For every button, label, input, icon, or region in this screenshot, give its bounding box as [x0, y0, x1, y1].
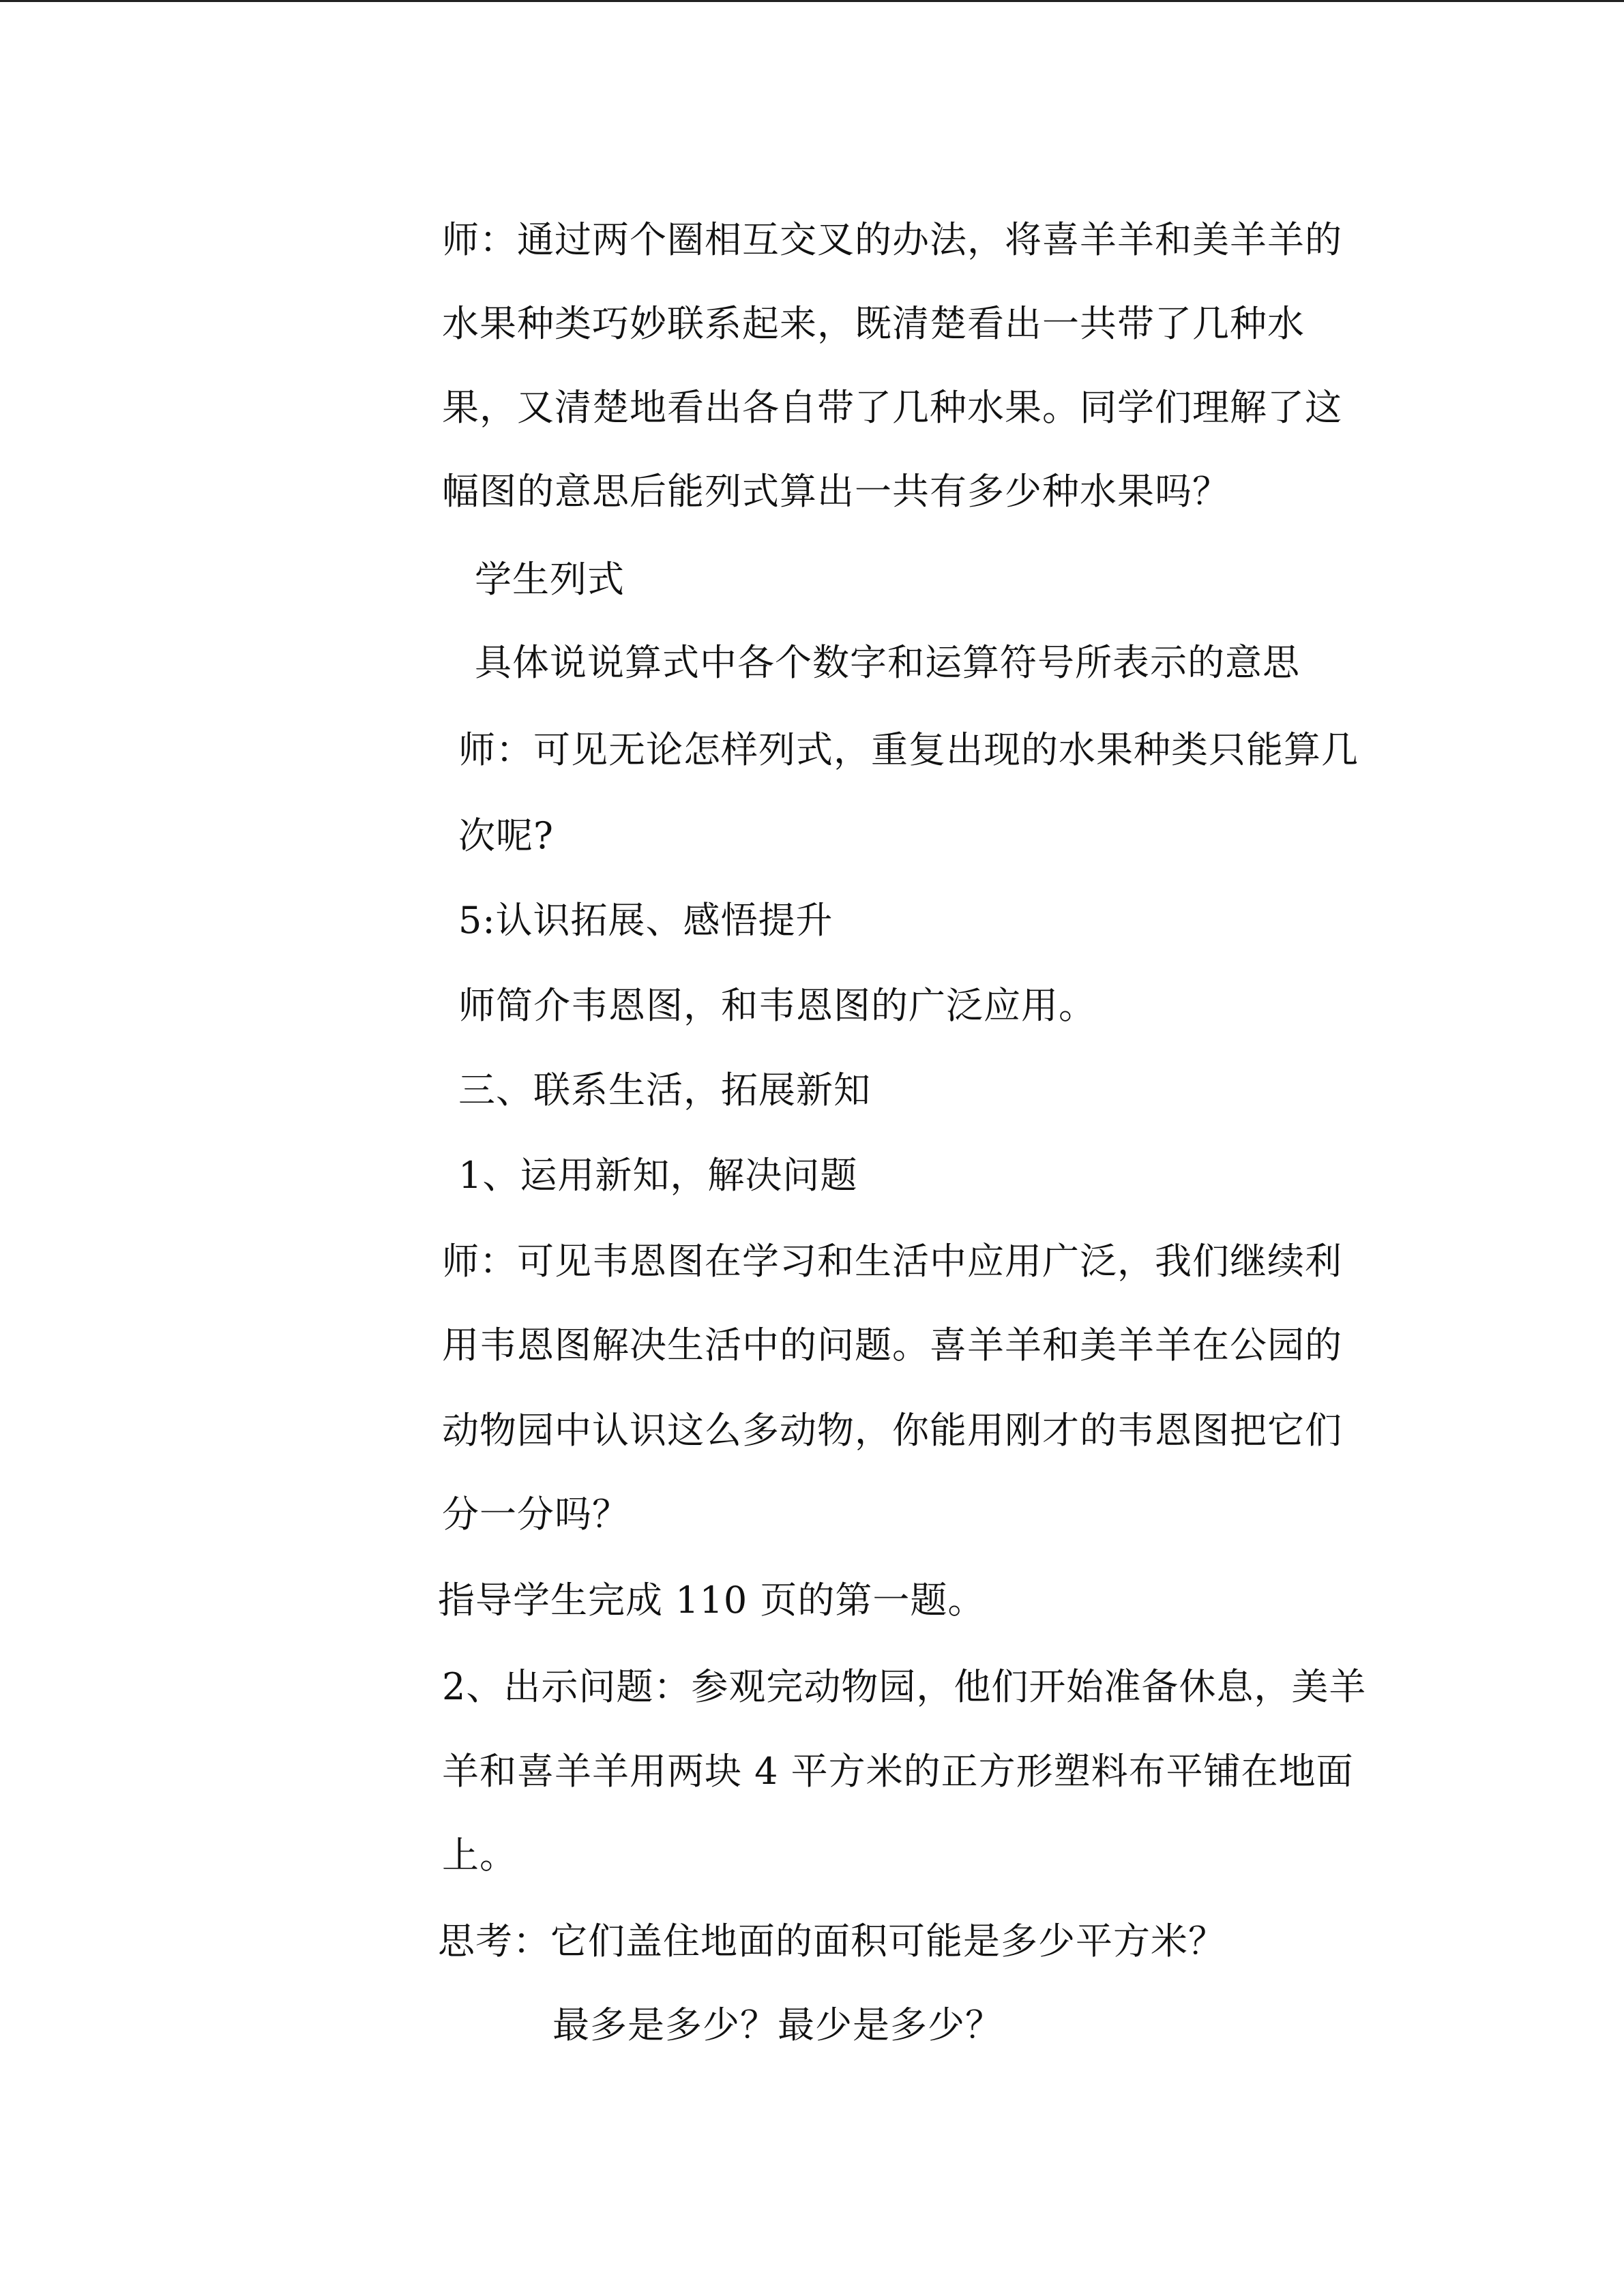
paragraph-line: 师简介韦恩图，和韦恩图的广泛应用。 [458, 984, 1096, 1027]
paragraph-line: 师：可见韦恩图在学习和生活中应用广泛，我们继续利 [442, 1240, 1342, 1283]
paragraph-line: 思考：它们盖住地面的面积可能是多少平方米？ [438, 1920, 1226, 1963]
top-border-line [0, 0, 1624, 2]
paragraph-line: 次呢? [458, 814, 554, 857]
paragraph-line: 学生列式 [475, 558, 625, 601]
paragraph-line: 水果种类巧妙联系起来，既清楚看出一共带了几种水 [442, 302, 1305, 345]
section-heading: 5:认识拓展、感悟提升 [458, 899, 833, 942]
section-heading: 三、联系生活，拓展新知 [458, 1069, 871, 1112]
paragraph-line: 上。 [442, 1834, 517, 1877]
paragraph-line: 幅图的意思后能列式算出一共有多少种水果吗？ [442, 470, 1230, 513]
paragraph-line: 具体说说算式中各个数字和运算符号所表示的意思 [475, 641, 1300, 684]
paragraph-line: 最多是多少？最少是多少？ [552, 2003, 1003, 2046]
paragraph-line: 师：通过两个圈相互交叉的办法，将喜羊羊和美羊羊的 [442, 218, 1342, 261]
paragraph-line: 分一分吗？ [442, 1493, 630, 1536]
paragraph-line: 动物园中认识这么多动物，你能用刚才的韦恩图把它们 [442, 1409, 1342, 1452]
paragraph-line: 指导学生完成 110 页的第一题。 [438, 1579, 986, 1622]
paragraph-line: 用韦恩图解决生活中的问题。喜羊羊和美羊羊在公园的 [442, 1324, 1342, 1367]
paragraph-line: 2、出示问题：参观完动物园，他们开始准备休息，美羊 [442, 1665, 1367, 1708]
paragraph-line: 果，又清楚地看出各自带了几种水果。同学们理解了这 [442, 386, 1342, 429]
paragraph-line: 师：可见无论怎样列式，重复出现的水果种类只能算几 [458, 728, 1359, 771]
section-heading: 1、运用新知，解决问题 [458, 1154, 858, 1197]
paragraph-line: 羊和喜羊羊用两块 4 平方米的正方形塑料布平铺在地面 [442, 1750, 1354, 1793]
